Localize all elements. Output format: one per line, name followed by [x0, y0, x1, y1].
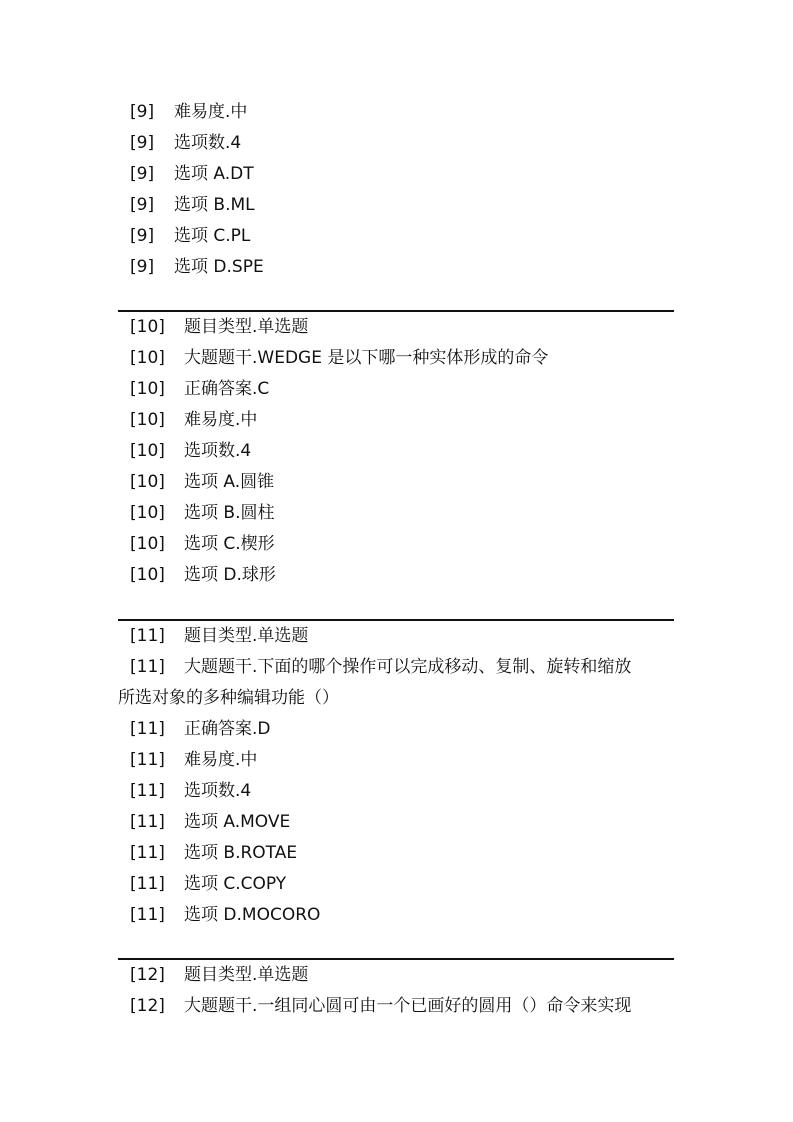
- q10-line: [118, 529, 674, 560]
- q11-line: [118, 807, 674, 838]
- q9-number: [9]: [130, 133, 155, 153]
- q10-difficulty: 难易度.中: [184, 410, 258, 430]
- q9-line: [118, 190, 674, 221]
- q11-line: [118, 900, 674, 931]
- q11-number: [11]: [130, 812, 165, 832]
- q10-line: [118, 560, 674, 591]
- q9-number: [9]: [130, 226, 155, 246]
- q10-number: [10]: [130, 503, 165, 523]
- q11-line: [118, 776, 674, 807]
- q10-line: [118, 343, 674, 374]
- q10-option-c: 选项 C.楔形: [184, 534, 275, 554]
- q11-answer: 正确答案.D: [184, 719, 271, 739]
- q11-type: 题目类型.单选题: [184, 626, 309, 646]
- q11-option-count: 选项数.4: [184, 781, 252, 801]
- q11-line: [118, 838, 674, 869]
- q9-number: [9]: [130, 257, 155, 277]
- q10-line: [118, 374, 674, 405]
- q10-number: [10]: [130, 472, 165, 492]
- q10-option-d: 选项 D.球形: [184, 565, 276, 585]
- q10-number: [10]: [130, 348, 165, 368]
- q11-line: [118, 869, 674, 900]
- q11-number: [11]: [130, 781, 165, 801]
- q10-number: [10]: [130, 534, 165, 554]
- q11-number: [11]: [130, 843, 165, 863]
- q12-stem: 大题题干.一组同心圆可由一个已画好的圆用（）命令来实现: [184, 996, 632, 1016]
- q11-line: [118, 714, 674, 745]
- question-10-block: [118, 312, 674, 591]
- q11-option-b: 选项 B.ROTAE: [184, 843, 298, 863]
- q10-option-a: 选项 A.圆锥: [184, 472, 275, 492]
- q9-option-d: 选项 D.SPE: [174, 257, 264, 277]
- q10-stem: 大题题干.WEDGE 是以下哪一种实体形成的命令: [184, 348, 549, 368]
- question-12-block: [118, 960, 674, 1022]
- q10-number: [10]: [130, 565, 165, 585]
- q10-line: [118, 405, 674, 436]
- q10-number: [10]: [130, 410, 165, 430]
- q10-option-count: 选项数.4: [184, 441, 252, 461]
- q11-line: [118, 683, 674, 714]
- q11-line: [118, 745, 674, 776]
- q11-line: [118, 621, 674, 652]
- q11-option-c: 选项 C.COPY: [184, 874, 287, 894]
- q9-line: [118, 97, 674, 128]
- q11-number: [11]: [130, 874, 165, 894]
- q10-number: [10]: [130, 441, 165, 461]
- q12-number: [12]: [130, 996, 165, 1016]
- q10-answer: 正确答案.C: [184, 379, 270, 399]
- q11-number: [11]: [130, 750, 165, 770]
- q10-line: [118, 312, 674, 343]
- q11-line: [118, 652, 674, 683]
- q10-option-b: 选项 B.圆柱: [184, 503, 275, 523]
- q11-stem-part1: 大题题干.下面的哪个操作可以完成移动、复制、旋转和缩放: [184, 657, 632, 677]
- q11-difficulty: 难易度.中: [184, 750, 258, 770]
- q9-option-count: 选项数.4: [174, 133, 242, 153]
- q11-number: [11]: [130, 626, 165, 646]
- q9-option-a: 选项 A.DT: [174, 164, 254, 184]
- q11-option-d: 选项 D.MOCORO: [184, 905, 321, 925]
- q10-number: [10]: [130, 379, 165, 399]
- q11-number: [11]: [130, 657, 165, 677]
- q10-line: [118, 467, 674, 498]
- q12-number: [12]: [130, 965, 165, 985]
- q9-option-c: 选项 C.PL: [174, 226, 251, 246]
- q10-number: [10]: [130, 317, 165, 337]
- question-9-block: [118, 97, 674, 283]
- q11-option-a: 选项 A.MOVE: [184, 812, 291, 832]
- question-11-block: [118, 621, 674, 931]
- q10-type: 题目类型.单选题: [184, 317, 309, 337]
- q12-type: 题目类型.单选题: [184, 965, 309, 985]
- q9-option-b: 选项 B.ML: [174, 195, 255, 215]
- q12-line: [118, 960, 674, 991]
- q9-line: [118, 252, 674, 283]
- q10-line: [118, 498, 674, 529]
- q9-line: [118, 128, 674, 159]
- q9-number: [9]: [130, 195, 155, 215]
- q11-number: [11]: [130, 719, 165, 739]
- q10-line: [118, 436, 674, 467]
- q11-number: [11]: [130, 905, 165, 925]
- q9-line: [118, 159, 674, 190]
- q9-line: [118, 221, 674, 252]
- q9-difficulty: 难易度.中: [174, 102, 248, 122]
- q9-number: [9]: [130, 102, 155, 122]
- q9-number: [9]: [130, 164, 155, 184]
- q11-stem-part2: 所选对象的多种编辑功能（）: [118, 688, 339, 708]
- q12-line: [118, 991, 674, 1022]
